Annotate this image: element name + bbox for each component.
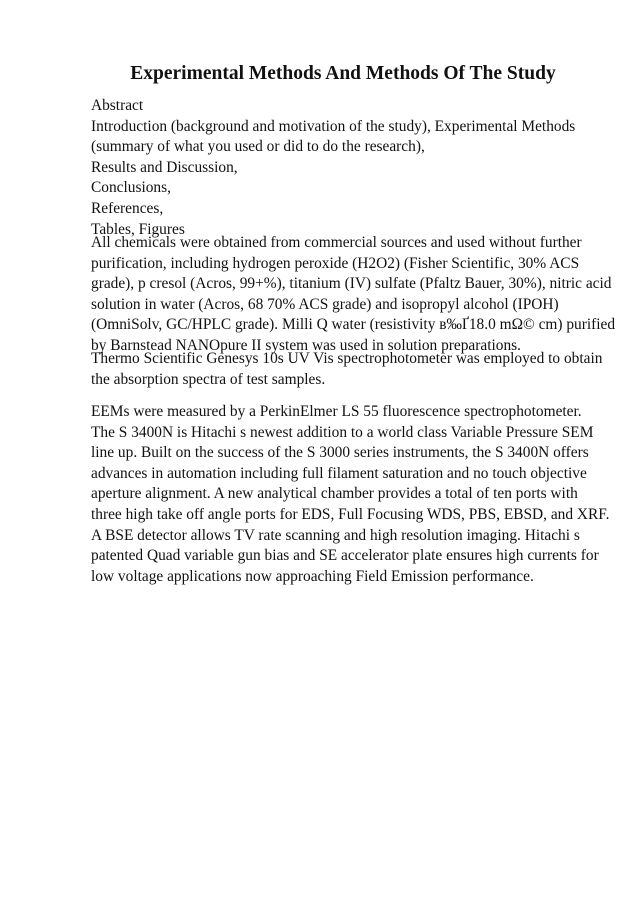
paragraph-line: purification, including hydrogen peroxide (H2O2) (Fisher Scientific, 30% ACS bbox=[91, 254, 580, 272]
paragraph-line: the absorption spectra of test samples. bbox=[91, 370, 326, 388]
paragraph-line: patented Quad variable gun bias and SE accelerator plate ensures high currents for bbox=[91, 547, 599, 565]
document-title: Experimental Methods And Methods Of The Study bbox=[130, 63, 556, 84]
paragraph-chemicals bbox=[91, 233, 616, 357]
paragraph-line: three high take off angle ports for EDS, Full Focusing WDS, PBS, EBSD, and XRF. bbox=[91, 505, 610, 523]
paragraph-line: The S 3400N is Hitachi s newest addition to a world class Variable Pressure SEM bbox=[91, 423, 594, 441]
paragraph-line: A BSE detector allows TV rate scanning and high resolution imaging. Hitachi s bbox=[91, 526, 580, 544]
paragraph-line: line up. Built on the success of the S 3000 series instruments, the S 3400N offers bbox=[91, 444, 589, 462]
paragraph-line: All chemicals were obtained from commercial sources and used without further bbox=[91, 234, 582, 251]
outline-list bbox=[91, 96, 611, 240]
outline-line: Tables, Figures bbox=[91, 220, 185, 238]
paragraph-line: aperture alignment. A new analytical chamber provides a total of ten ports with bbox=[91, 485, 578, 503]
outline-line: Abstract bbox=[91, 97, 144, 114]
paragraph-spectrophotometer bbox=[91, 349, 611, 390]
paragraph-line: EEMs were measured by a PerkinElmer LS 55 fluorescence spectrophotometer. bbox=[91, 403, 582, 420]
outline-line: (summary of what you used or did to do the research), bbox=[91, 138, 425, 156]
paragraph-line: grade), p cresol (Acros, 99+%), titanium (IV) sulfate (Pfaltz Bauer, 30%), nitric acid bbox=[91, 275, 612, 293]
paragraph-line: by Barnstead NANOpure II system was used in solution preparations. bbox=[91, 336, 521, 354]
paragraph-line: low voltage applications now approaching Field Emission performance. bbox=[91, 567, 534, 585]
outline-line: Conclusions, bbox=[91, 179, 171, 197]
outline-line: Introduction (background and motivation of the study), Experimental Methods bbox=[91, 117, 576, 135]
paragraph-line: solution in water (Acros, 68 70% ACS grade) and isopropyl alcohol (IPOH) bbox=[91, 295, 559, 313]
outline-line: References, bbox=[91, 199, 164, 217]
paragraph-line: (OmniSolv, GC/HPLC grade). Milli Q water (resistivity в‰Ґ18.0 mΩ© cm) purified bbox=[91, 316, 616, 334]
paragraph-line: Thermo Scientific Genesys 10s UV Vis spectrophotometer was employed to obtain bbox=[91, 350, 603, 367]
paragraph-line: advances in automation including full filament saturation and no touch objective bbox=[91, 464, 587, 482]
paragraph-eems bbox=[91, 402, 611, 587]
outline-line: Results and Discussion, bbox=[91, 158, 238, 176]
